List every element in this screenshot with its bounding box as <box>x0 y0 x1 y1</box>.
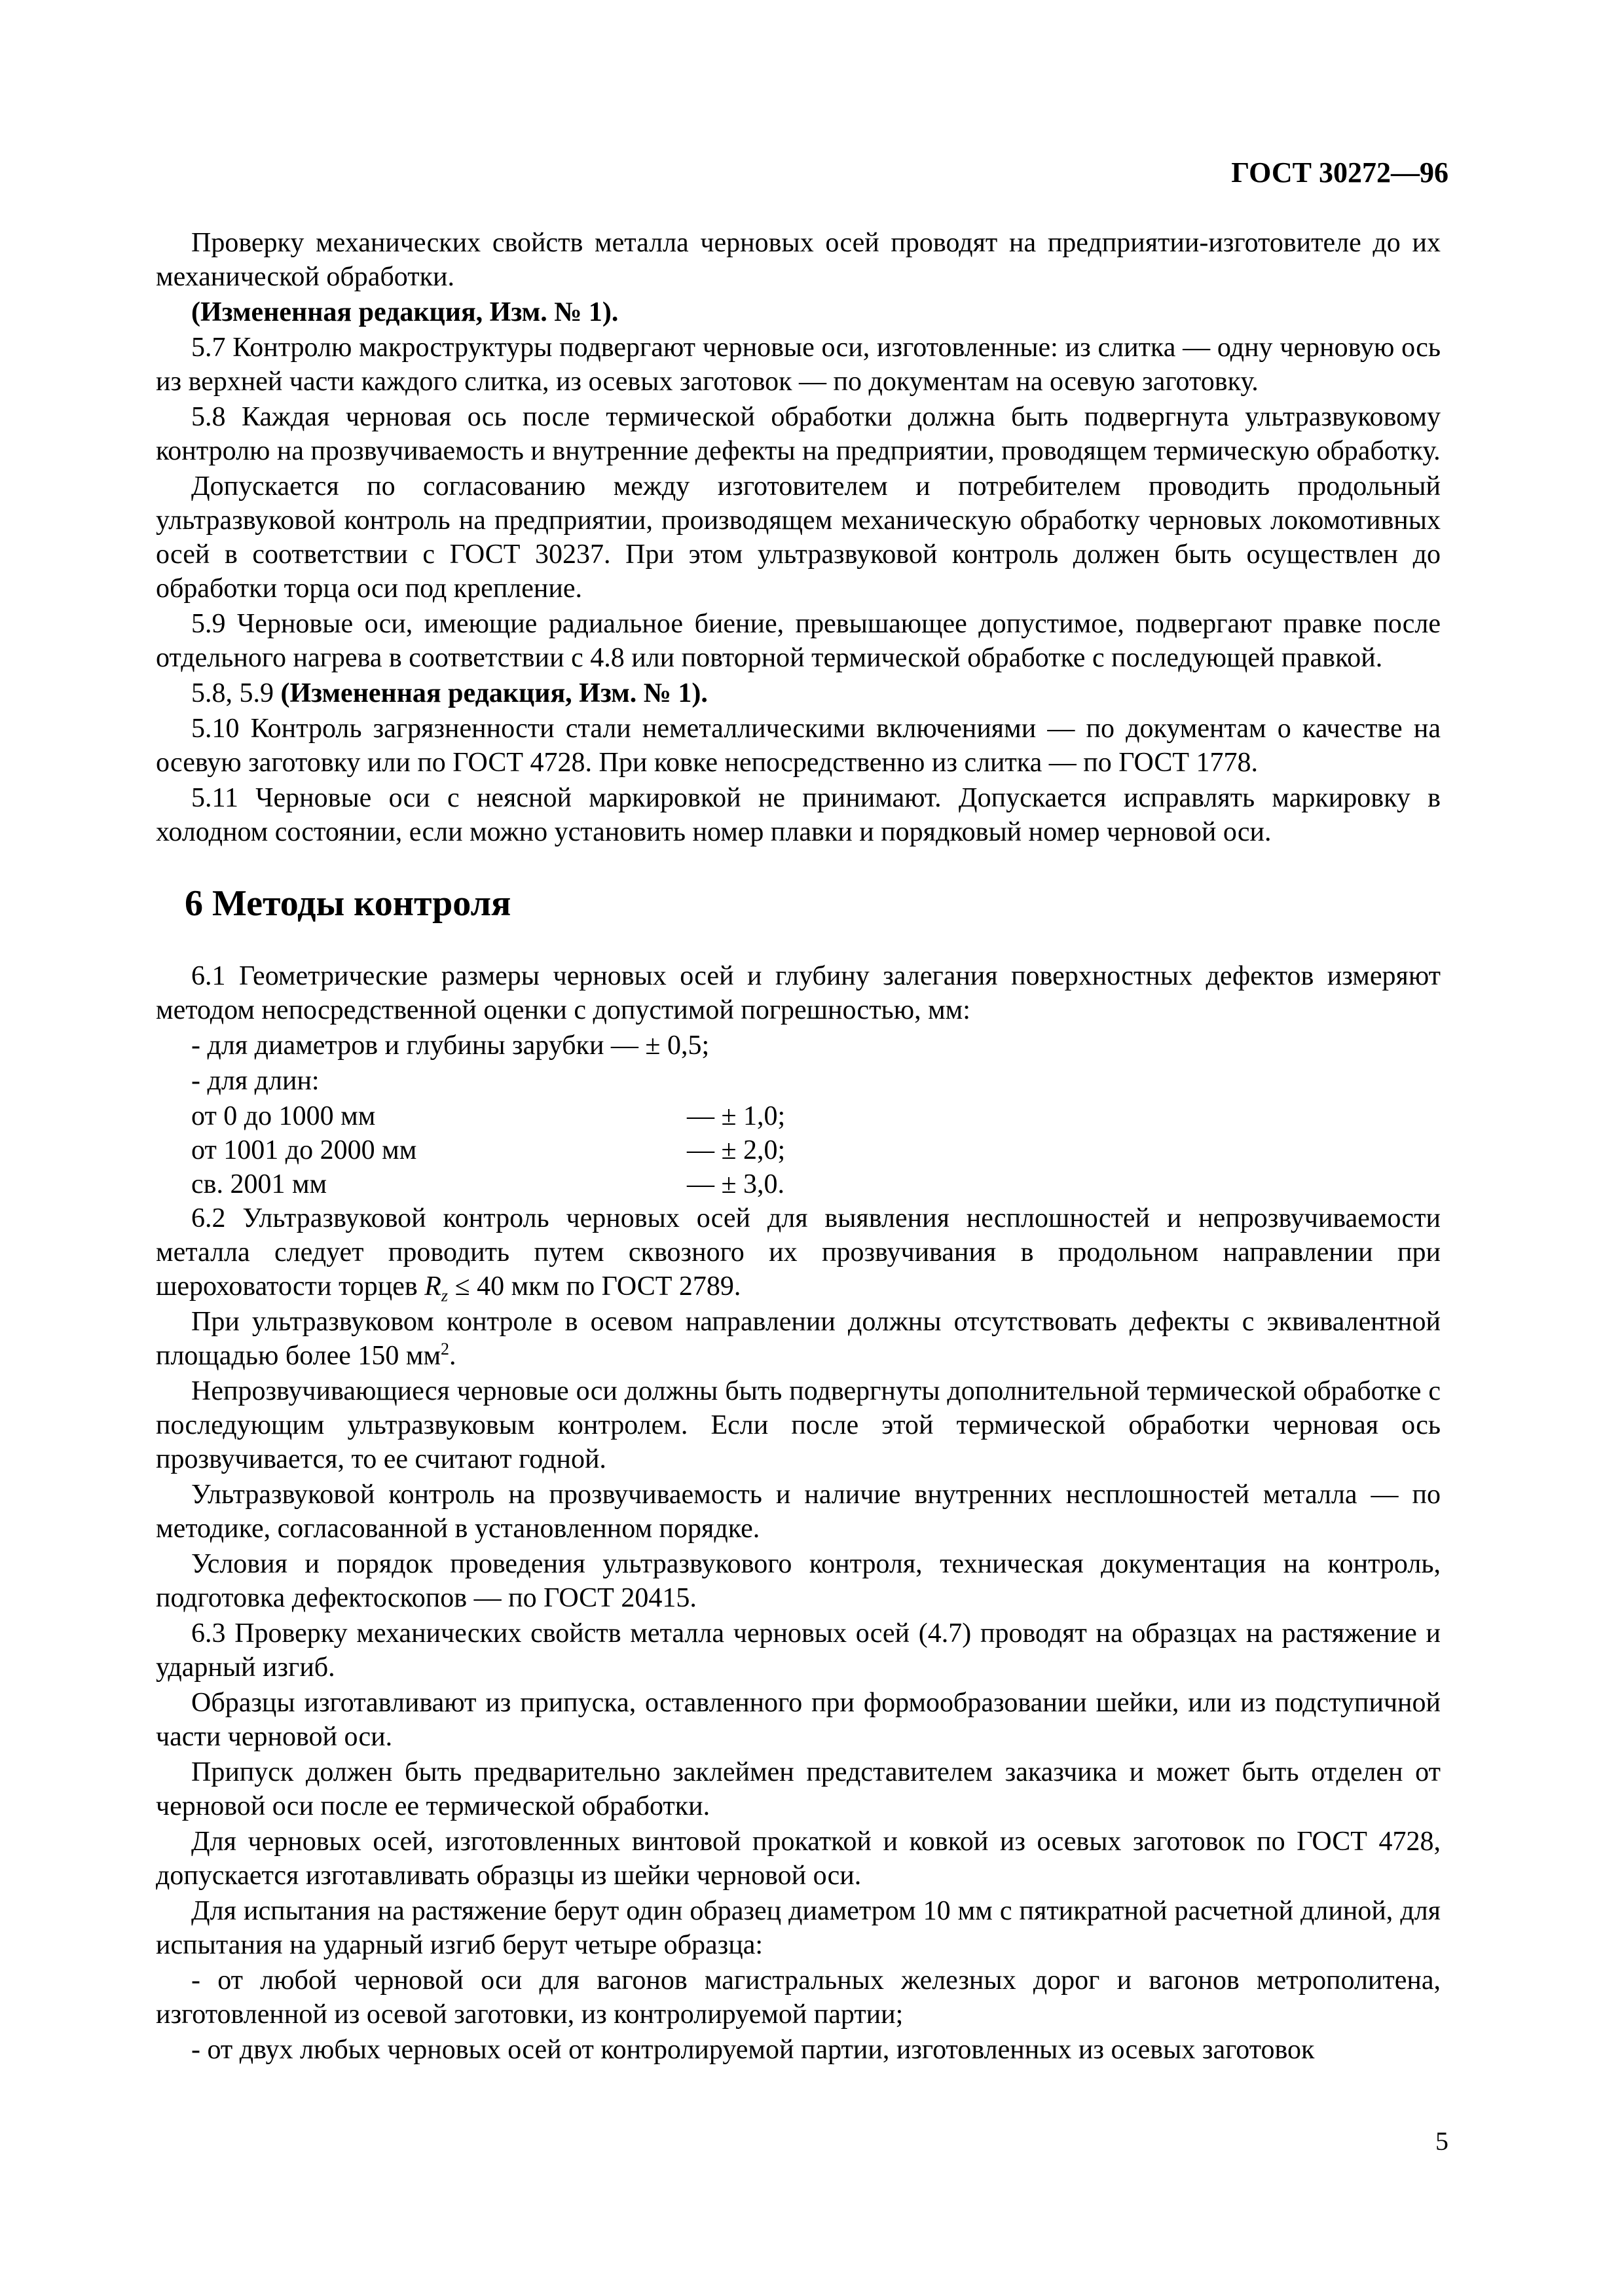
amendment-ref: 5.8, 5.9 <box>191 678 281 708</box>
paragraph-5-9: 5.9 Черновые оси, имеющие радиальное биение, превышающее допустимое, подвергают правке после отдельного нагрева в соответствии с 4.8 или повторной термической обработке с последующей правкой. <box>156 609 1441 673</box>
paragraph-6-2 <box>156 1201 1441 1303</box>
list-item: - для диаметров и глубины зарубки — ± 0,5; <box>191 1030 710 1061</box>
text-run: При ультразвуковом контроле в осевом направлении должны отсутствовать дефекты с эквивалентной площадью более 150 мм <box>156 1307 1441 1371</box>
amendment-note: (Измененная редакция, Изм. № 1). <box>191 297 619 327</box>
roughness-letter: R <box>424 1271 441 1302</box>
list-item: - от двух любых черновых осей от контролируемой партии, изготовленных из осевых заготовок <box>191 2035 1315 2065</box>
tolerance-label: от 1001 до 2000 мм <box>191 1135 417 1165</box>
text-run: 6.2 Ультразвуковой контроль черновых осей для выявления несплошностей и непрозвучиваемости металла следует проводить путем сквозного их прозвучивания в продольном направлении при шероховатости торцев <box>156 1203 1441 1302</box>
paragraph: Припуск должен быть предварительно заклеймен представителем заказчика и может быть отделен от черновой оси после ее термической обработки. <box>156 1757 1441 1821</box>
paragraph-5-10: 5.10 Контроль загрязненности стали неметаллическими включениями — по документам о качестве на осевую заготовку или по ГОСТ 4728. При ковке непосредственно из слитка — по ГОСТ 1778. <box>156 714 1441 778</box>
paragraph: Проверку механических свойств металла черновых осей проводят на предприятии-изготовителе до их механической обработки. <box>156 228 1441 292</box>
text-run: ≤ 40 мкм по ГОСТ 2789. <box>448 1271 741 1302</box>
paragraph: Допускается по согласованию между изготовителем и потребителем проводить продольный ультразвуковой контроль на предприятии, производящем механическую обработку черновых локомотивных осей в соответствии с ГОСТ 30237. При этом ультразвуковой контроль должен быть осуществлен до обработки торца оси под крепление. <box>156 471 1441 604</box>
paragraph-5-8: 5.8 Каждая черновая ось после термической обработки должна быть подвергнута ультразвуковому контролю на прозвучиваемость и внутренние дефекты на предприятии, проводящем термическую обработку. <box>156 402 1441 466</box>
paragraph: Условия и порядок проведения ультразвукового контроля, техническая документация на контроль, подготовка дефектоскопов — по ГОСТ 20415. <box>156 1549 1441 1613</box>
paragraph-5-11: 5.11 Черновые оси с неясной маркировкой не принимают. Допускается исправлять маркировку в холодном состоянии, если можно установить номер плавки и порядковый номер черновой оси. <box>156 783 1441 847</box>
tolerance-value: — ± 2,0; <box>687 1135 786 1165</box>
superscript: 2 <box>441 1339 450 1358</box>
tolerance-row <box>191 1133 1441 1167</box>
amendment-text: (Измененная редакция, Изм. № 1). <box>280 678 708 708</box>
tolerance-label: от 0 до 1000 мм <box>191 1101 376 1131</box>
paragraph: Образцы изготавливают из припуска, оставленного при формообразовании шейки, или из подступичной части черновой оси. <box>156 1688 1441 1752</box>
document-body <box>156 226 1441 2068</box>
paragraph-6-3: 6.3 Проверку механических свойств металла черновых осей (4.7) проводят на образцах на растяжение и ударный изгиб. <box>156 1618 1441 1683</box>
tolerance-value: — ± 3,0. <box>687 1169 785 1199</box>
page-number: 5 <box>1435 2126 1448 2156</box>
tolerance-row <box>191 1099 1441 1133</box>
paragraph: Непрозвучивающиеся черновые оси должны быть подвергнуты дополнительной термической обработке с последующим ультразвуковым контролем. Если после этой термической обработки черновая ось прозвучивается, то ее считают годной. <box>156 1376 1441 1474</box>
list-item: - для длин: <box>191 1066 320 1096</box>
tolerance-value: — ± 1,0; <box>687 1101 786 1131</box>
paragraph: Для испытания на растяжение берут один образец диаметром 10 мм с пятикратной расчетной длиной, для испытания на ударный изгиб берут четыре образца: <box>156 1896 1441 1960</box>
list-item: - от любой черновой оси для вагонов магистральных железных дорог и вагонов метрополитена, изготовленной из осевой заготовки, из контролируемой партии; <box>156 1965 1441 2030</box>
paragraph-6-1: 6.1 Геометрические размеры черновых осей и глубину залегания поверхностных дефектов измеряют методом непосредственной оценки с допустимой погрешностью, мм: <box>156 961 1441 1025</box>
document-header: ГОСТ 30272—96 <box>1231 156 1448 189</box>
paragraph-5-7: 5.7 Контролю макроструктуры подвергают черновые оси, изготовленные: из слитка — одну черновую ось из верхней части каждого слитка, из осевых заготовок — по документам на осевую заготовку. <box>156 333 1441 397</box>
roughness-symbol <box>424 1271 449 1305</box>
paragraph <box>156 1305 1441 1373</box>
amendment-note-5-8-5-9 <box>156 676 1441 710</box>
text-run: . <box>449 1341 456 1371</box>
tolerance-row <box>191 1167 1441 1201</box>
roughness-subscript: z <box>441 1286 449 1305</box>
paragraph: Ультразвуковой контроль на прозвучиваемость и наличие внутренних несплошностей металла — по методике, согласованной в установленном порядке. <box>156 1480 1441 1544</box>
tolerance-label: св. 2001 мм <box>191 1169 327 1199</box>
section-title: 6 Методы контроля <box>185 883 511 924</box>
paragraph: Для черновых осей, изготовленных винтовой прокаткой и ковкой из осевых заготовок по ГОСТ 4728, допускается изготавливать образцы из шейки черновой оси. <box>156 1827 1441 1891</box>
